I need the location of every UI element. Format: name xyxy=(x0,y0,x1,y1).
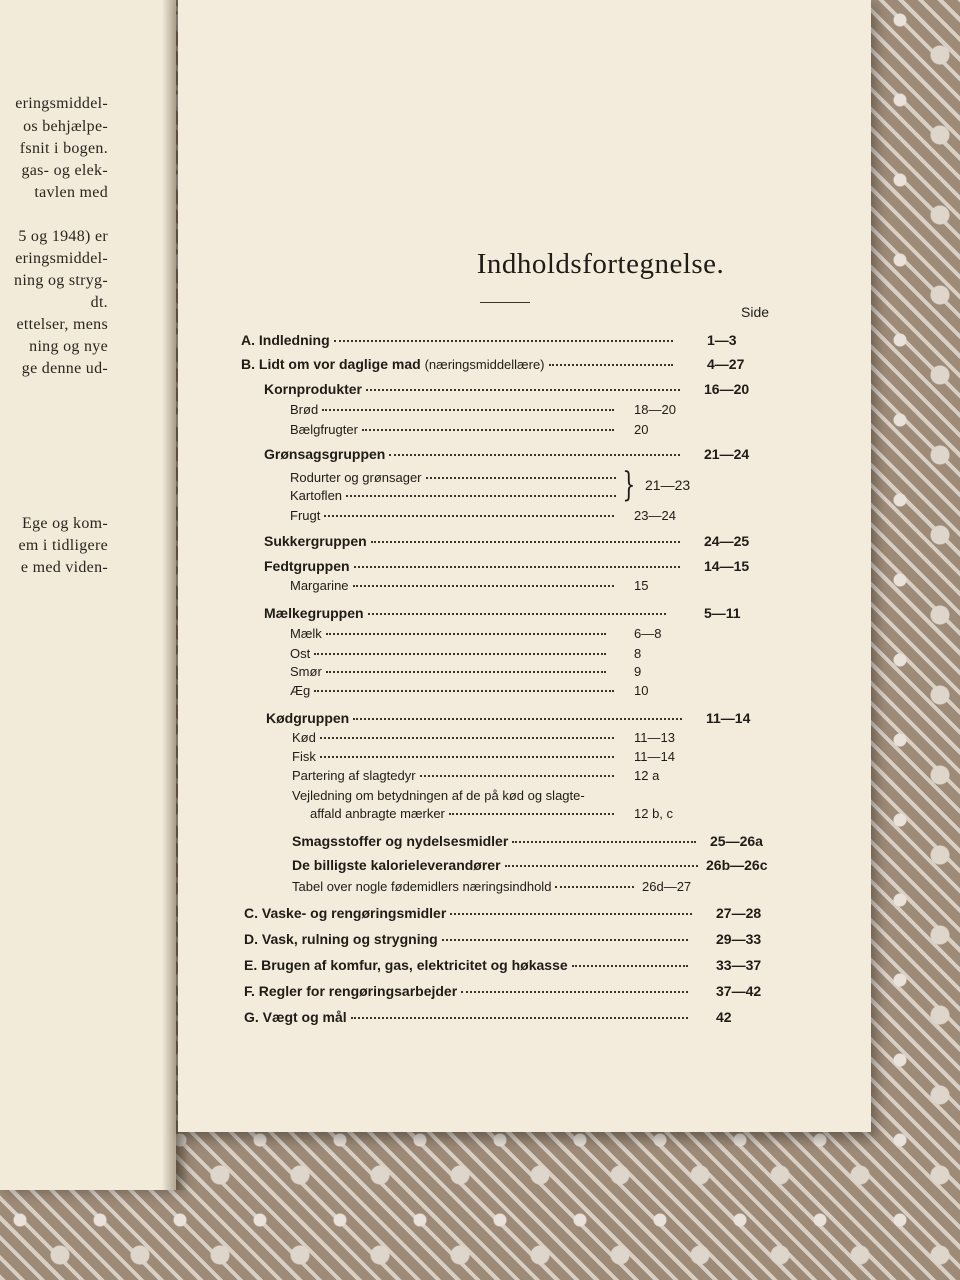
toc-entry-page: 11—14 xyxy=(706,710,751,726)
toc-entry-label: De billigste kalorieleverandører xyxy=(292,857,501,873)
toc-entry xyxy=(292,788,696,803)
toc-entry-label: Tabel over nogle fødemidlers næringsindhold xyxy=(292,879,552,894)
left-page-line: ge denne ud- xyxy=(21,360,108,377)
toc-entry-label: Kartoflen xyxy=(290,488,343,503)
toc-entry-page: 10 xyxy=(634,683,649,698)
toc-entry-label: Mælkegruppen xyxy=(264,605,364,621)
left-page-line: Ege og kom- xyxy=(22,515,108,532)
toc-title xyxy=(178,248,871,281)
leader-dots xyxy=(353,718,682,720)
toc-entry-label: Fedtgruppen xyxy=(264,558,350,574)
toc-entry-label: Sukkergruppen xyxy=(264,533,367,549)
toc-entry-page: 1—3 xyxy=(707,332,737,348)
toc-entry-label: Fisk xyxy=(292,749,316,764)
leader-dots xyxy=(505,865,698,867)
toc-entry-page: 5—11 xyxy=(704,605,741,621)
toc-entry xyxy=(292,833,780,849)
toc-entry-label: F. Regler for rengøringsarbejder xyxy=(244,983,458,999)
toc-entry-page: 29—33 xyxy=(716,931,762,947)
toc-entry xyxy=(292,768,696,783)
toc-entry-page: 9 xyxy=(634,664,642,679)
toc-entry-label: Partering af slagtedyr xyxy=(292,768,416,783)
toc-entry xyxy=(290,508,696,523)
toc-entry-label: Kød xyxy=(292,730,316,745)
toc-entry-label: Smagsstoffer og nydelsesmidler xyxy=(292,833,509,849)
toc-entry-label: Frugt xyxy=(290,508,321,523)
toc-entry xyxy=(244,957,780,973)
toc-entry-page: 8 xyxy=(634,646,642,661)
toc-entry-page: 12 a xyxy=(634,768,660,783)
leader-dots xyxy=(326,633,606,635)
toc-entry-label: Kødgruppen xyxy=(266,710,350,726)
toc-entry-page: 23—24 xyxy=(634,508,676,523)
toc-entry-label: Vejledning om betydningen af de på kød og slagte- xyxy=(292,788,585,803)
left-page-line: tavlen med xyxy=(34,184,108,201)
leader-dots xyxy=(351,1017,688,1019)
leader-dots xyxy=(334,340,673,342)
toc-entry xyxy=(264,558,774,574)
toc-entry xyxy=(290,402,696,417)
toc-entry-label: Smør xyxy=(290,664,322,679)
toc-entry-label xyxy=(241,356,545,372)
leader-dots xyxy=(320,756,614,758)
toc-entry xyxy=(290,626,696,641)
leader-dots xyxy=(442,939,688,941)
toc-entry-page: 21—23 xyxy=(645,477,691,493)
toc-entry-label-paren: (næringsmiddellære) xyxy=(424,357,545,372)
toc-entry-page: 21—24 xyxy=(704,446,750,462)
leader-dots xyxy=(314,653,606,655)
leader-dots xyxy=(346,495,616,497)
toc-entry-page: 27—28 xyxy=(716,905,762,921)
toc-title-text: Indholdsfortegnelse. xyxy=(476,248,725,280)
toc-entry xyxy=(292,749,696,764)
toc-entry xyxy=(244,1009,780,1025)
toc-entry xyxy=(292,857,780,873)
leader-dots xyxy=(368,613,666,615)
toc-entry-label: Rodurter og grønsager xyxy=(290,470,422,485)
toc-entry-page: 25—26a xyxy=(710,833,763,849)
leader-dots xyxy=(354,566,680,568)
toc-entry-label: D. Vask, rulning og strygning xyxy=(244,931,438,947)
toc-entry-page: 37—42 xyxy=(716,983,762,999)
toc-entry-label: Grønsagsgruppen xyxy=(264,446,386,462)
toc-entry-page: 11—14 xyxy=(634,749,675,764)
toc-entry-page: 16—20 xyxy=(704,381,750,397)
toc-entry-page: 24—25 xyxy=(704,533,750,549)
leader-dots xyxy=(362,429,614,431)
toc-entry-label: Margarine xyxy=(290,578,349,593)
left-page-line: fsnit i bogen. xyxy=(19,140,108,157)
toc-entry xyxy=(310,806,696,821)
left-page-line: e med viden- xyxy=(20,559,108,576)
toc-entry-label: C. Vaske- og rengøringsmidler xyxy=(244,905,447,921)
leader-dots xyxy=(320,737,614,739)
toc-entry xyxy=(266,710,776,726)
brace-symbol: } xyxy=(622,465,636,505)
leader-dots xyxy=(371,541,680,543)
toc-entry-page: 15 xyxy=(634,578,649,593)
toc-entry-page: 42 xyxy=(716,1009,732,1025)
toc-entry xyxy=(244,905,780,921)
toc-entry xyxy=(264,533,774,549)
leader-dots xyxy=(549,364,673,366)
leader-dots xyxy=(450,913,692,915)
toc-entry xyxy=(290,646,696,661)
leader-dots xyxy=(322,409,614,411)
toc-entry xyxy=(290,578,696,593)
toc-entry xyxy=(290,488,620,503)
left-page-line: em i tidligere xyxy=(18,537,108,554)
toc-entry xyxy=(290,470,620,485)
leader-dots xyxy=(314,690,614,692)
toc-entry-label: Bælgfrugter xyxy=(290,422,358,437)
toc-entry xyxy=(290,422,696,437)
toc-entry-page: 4—27 xyxy=(707,356,745,372)
toc-entry-label: A. Indledning xyxy=(241,332,330,348)
toc-entry xyxy=(244,983,780,999)
leader-dots xyxy=(420,775,614,777)
left-page-line: gas- og elek- xyxy=(21,162,108,179)
toc-entry-page: 33—37 xyxy=(716,957,762,973)
toc-entry-label: Æg xyxy=(290,683,311,698)
toc-entry-label: Ost xyxy=(290,646,311,661)
toc-entry-page: 6—8 xyxy=(634,626,662,641)
leader-dots xyxy=(366,389,680,391)
toc-entry-page: 18—20 xyxy=(634,402,676,417)
left-page-line: 5 og 1948) er xyxy=(18,228,108,245)
side-column-heading: Side xyxy=(741,304,770,320)
leader-dots xyxy=(353,585,614,587)
left-page-line: ning og stryg- xyxy=(14,272,108,289)
toc-entry-label: Mælk xyxy=(290,626,322,641)
toc-entry-page: 20 xyxy=(634,422,649,437)
toc-entry-label-main: B. Lidt om vor daglige mad xyxy=(241,356,421,372)
leader-dots xyxy=(449,813,614,815)
left-page-line: eringsmiddel- xyxy=(15,250,108,267)
leader-dots xyxy=(324,515,614,517)
toc-entry-label: Kornprodukter xyxy=(264,381,362,397)
leader-dots xyxy=(426,477,616,479)
leader-dots xyxy=(326,671,606,673)
left-page-line: eringsmiddel- xyxy=(15,95,108,112)
left-page xyxy=(0,0,176,1190)
left-page-line: ning og nye xyxy=(29,338,108,355)
toc-entry xyxy=(244,931,780,947)
toc-entry xyxy=(292,730,696,745)
toc-entry xyxy=(264,605,774,621)
leader-dots xyxy=(389,454,680,456)
leader-dots xyxy=(512,841,696,843)
toc-entry-page: 14—15 xyxy=(704,558,750,574)
toc-entry-label: G. Vægt og mål xyxy=(244,1009,347,1025)
toc-entry-page: 12 b, c xyxy=(634,806,674,821)
toc-entry xyxy=(290,664,696,679)
title-rule xyxy=(480,302,530,303)
leader-dots xyxy=(572,965,688,967)
toc-entry xyxy=(264,381,774,397)
toc-entry-page: 26b—26c xyxy=(706,857,768,873)
toc-entry-page: 11—13 xyxy=(634,730,675,745)
toc-entry-page: 26d—27 xyxy=(642,879,692,894)
left-page-line: ettelser, mens xyxy=(16,316,108,333)
toc-entry xyxy=(264,446,774,462)
toc-entry-label: affald anbragte mærker xyxy=(310,806,445,821)
toc-entry xyxy=(241,356,771,372)
toc-entry-label: E. Brugen af komfur, gas, elektricitet og høkasse xyxy=(244,957,568,973)
left-page-line: os behjælpe- xyxy=(23,118,108,135)
toc-entry xyxy=(241,332,771,348)
toc-entry-label: Brød xyxy=(290,402,319,417)
leader-dots xyxy=(461,991,688,993)
toc-entry xyxy=(290,683,696,698)
leader-dots xyxy=(555,886,634,888)
toc-entry xyxy=(292,879,704,894)
left-page-line: dt. xyxy=(90,294,108,311)
